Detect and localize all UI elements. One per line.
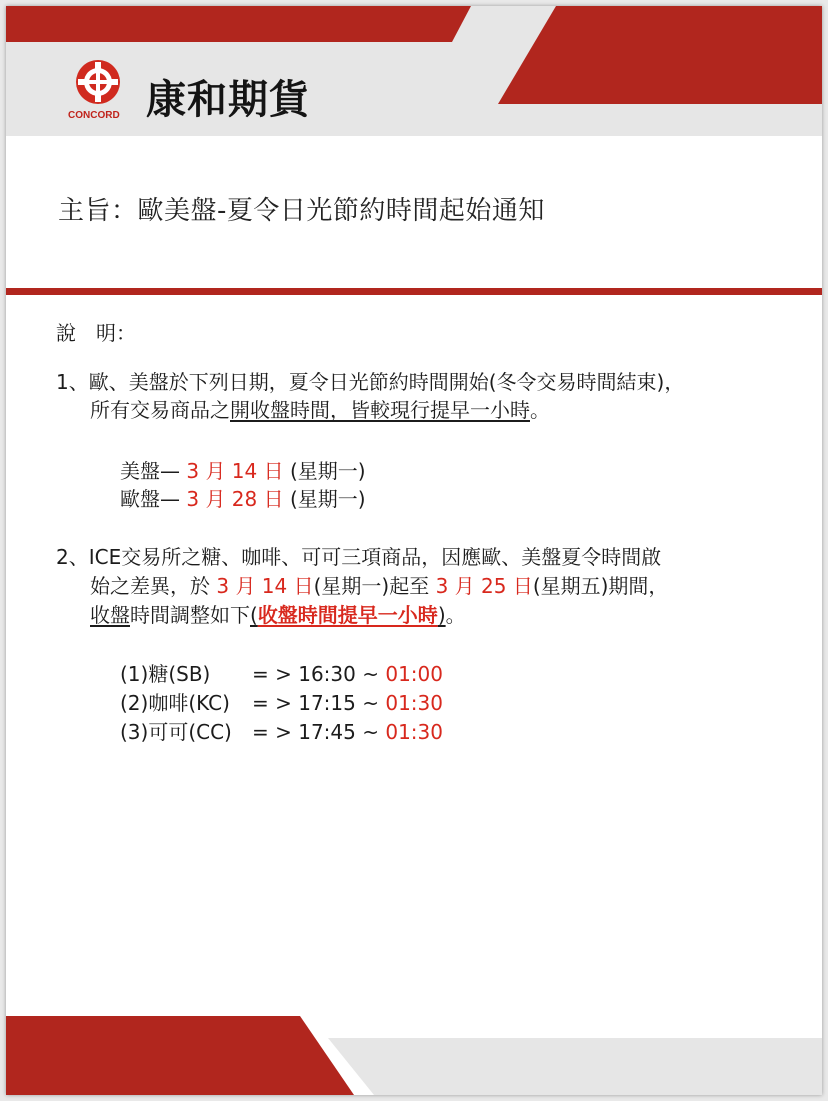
notice-page	[6, 6, 822, 1095]
section-divider	[6, 288, 822, 295]
page-title: 主旨：歐美盤-夏令日光節約時間起始通知	[58, 196, 545, 226]
item2-text-b: (星期一)起至	[313, 574, 436, 598]
item1-line1: 1、歐、美盤於下列日期，夏令日光節約時間開始(冬令交易時間結束)，	[56, 370, 685, 394]
item1-line2-text: 所有交易商品之	[90, 398, 230, 422]
date-value: 3 月 28 日	[186, 487, 284, 511]
item2-line3	[90, 601, 466, 629]
item1-line2	[90, 396, 550, 424]
intro-label: 說 明：	[56, 321, 136, 345]
schedule-close-time: 01:30	[385, 691, 443, 715]
concord-emblem-icon	[68, 56, 138, 112]
item1-underlined-text: 開收盤時間，皆較現行提早一小時	[230, 398, 530, 422]
schedule-close-time: 01:30	[385, 720, 443, 744]
date-market: 美盤—	[120, 459, 180, 483]
item2-underlined-text: 收盤	[90, 603, 130, 627]
schedule-row	[120, 660, 443, 688]
schedule-close-time: 01:00	[385, 662, 443, 686]
item2-text-a: 始之差異，於	[90, 574, 217, 598]
date-row-eu	[120, 485, 366, 513]
schedule-label: (2)咖啡(KC)	[120, 691, 230, 715]
date-value: 3 月 14 日	[186, 459, 284, 483]
schedule-label: (3)可可(CC)	[120, 720, 232, 744]
date-market: 歐盤—	[120, 487, 180, 511]
date-weekday: (星期一)	[289, 487, 366, 511]
brand-logo	[68, 56, 348, 126]
date-weekday: (星期一)	[289, 459, 366, 483]
schedule-open-time: = > 16:30 ~	[252, 662, 379, 686]
item2-end-date: 3 月 25 日	[435, 574, 533, 598]
schedule-row	[120, 689, 443, 717]
item2-paren-open: (	[250, 603, 258, 627]
schedule-label: (1)糖(SB)	[120, 662, 211, 686]
item1-line2-end: 。	[530, 398, 550, 422]
item2-line1: 2、ICE交易所之糖、咖啡、可可三項商品，因應歐、美盤夏令時間啟	[56, 545, 662, 569]
item2-line3-text: 時間調整如下	[130, 603, 250, 627]
schedule-open-time: = > 17:45 ~	[252, 720, 379, 744]
item2-line2	[90, 572, 668, 600]
item2-emphasis-text: 收盤時間提早一小時	[257, 603, 438, 627]
item2-line3-end: 。	[445, 603, 466, 627]
date-row-us	[120, 457, 366, 485]
footer-banner	[6, 1016, 822, 1095]
schedule-open-time: = > 17:15 ~	[252, 691, 379, 715]
brand-name-english: CONCORD	[68, 110, 120, 121]
schedule-row	[120, 718, 443, 746]
item2-text-c: (星期五)期間，	[532, 574, 669, 598]
brand-name: 康和期貨	[146, 77, 310, 123]
item2-paren-close: )	[437, 603, 446, 627]
item2-start-date: 3 月 14 日	[216, 574, 314, 598]
